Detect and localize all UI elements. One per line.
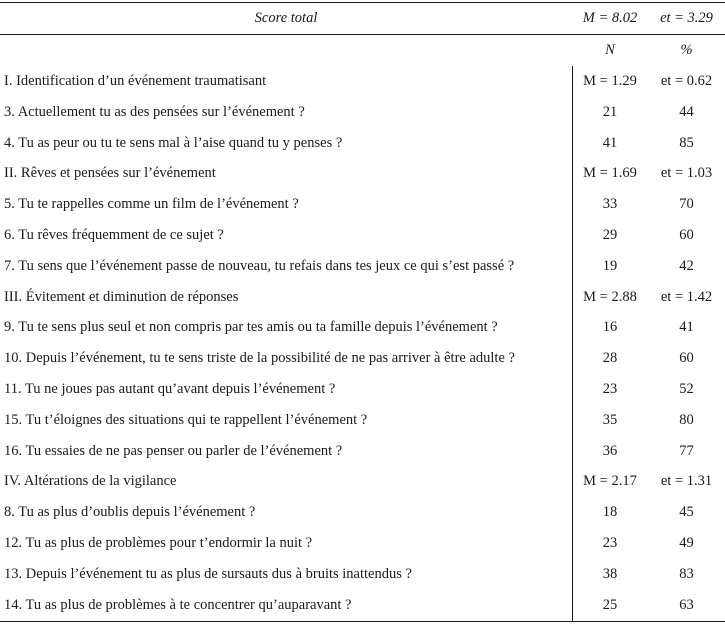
item-pct: 60 [679,227,694,243]
section-row [0,282,725,313]
section-label: IV. Altérations de la vigilance [4,473,177,490]
item-label: 4. Tu as peur ou tu te sens mal à l’aise quand tu y penses ? [4,134,343,151]
item-label: 15. Tu t’éloignes des situations qui te rappellent l’événement ? [4,411,368,428]
sd-label: et = 3.29 [660,10,713,26]
table-row [0,220,725,251]
item-label: 12. Tu as plus de problèmes pour t’endormir la nuit ? [4,535,313,551]
item-n: 19 [602,257,618,274]
item-n: 33 [602,196,618,213]
section-row [0,466,725,497]
section-mean: M = 1.69 [583,165,637,182]
table-row [0,312,725,343]
item-label: 11. Tu ne joues pas autant qu’avant depuis l’événement ? [4,381,336,397]
item-label: 13. Depuis l’événement tu as plus de sursauts dus à bruits inattendus ? [4,565,412,582]
item-n: 35 [602,411,618,428]
table-header-row [0,3,725,34]
section-label: II. Rêves et pensées sur l’événement [4,165,216,182]
table-row [0,590,725,621]
item-label: 16. Tu essaies de ne pas penser ou parler de l’événement ? [4,442,343,459]
table-row [0,374,725,405]
table-subheader-row [0,35,725,66]
item-label: 6. Tu rêves fréquemment de ce sujet ? [4,227,224,243]
section-sd: et = 0.62 [660,73,713,89]
item-pct: 80 [679,411,694,428]
table-row [0,405,725,436]
item-n: 16 [602,319,618,336]
item-pct: 44 [679,103,694,120]
section-row [0,158,725,189]
item-n: 21 [602,103,618,120]
item-pct: 77 [679,442,694,459]
item-n: 23 [602,535,618,551]
table-row [0,497,725,528]
item-pct: 85 [679,134,694,151]
section-mean: M = 2.17 [583,473,637,490]
table-row [0,128,725,159]
table-row [0,251,725,282]
item-n: 28 [602,350,618,367]
item-label: 5. Tu te rappelles comme un film de l’événement ? [4,196,299,213]
table-row [0,343,725,374]
item-pct: 60 [679,350,694,367]
section-sd: et = 1.03 [660,165,713,182]
item-pct: 63 [679,596,694,613]
item-label: 9. Tu te sens plus seul et non compris par tes amis ou ta famille depuis l’événement ? [4,319,498,336]
item-n: 29 [602,227,618,243]
table-row [0,528,725,559]
item-n: 25 [602,596,618,613]
section-sd: et = 1.42 [660,288,713,305]
item-pct: 70 [679,196,694,213]
section-label: III. Évitement et diminution de réponses [4,288,239,305]
item-label: 7. Tu sens que l’événement passe de nouveau, tu refais dans tes jeux ce qui s’est passé ? [4,257,515,274]
table-row [0,189,725,220]
table-row [0,436,725,467]
item-n: 18 [602,504,618,521]
item-label: 10. Depuis l’événement, tu te sens triste de la possibilité de ne pas arriver à être adulte ? [4,350,515,367]
item-pct: 52 [679,381,694,397]
item-pct: 83 [679,565,694,582]
section-sd: et = 1.31 [660,473,713,490]
item-n: 38 [602,565,618,582]
item-label: 3. Actuellement tu as des pensées sur l’événement ? [4,103,305,120]
item-pct: 49 [679,535,694,551]
mean-label: M = 8.02 [582,10,638,26]
section-row [0,66,725,97]
item-label: 8. Tu as plus d’oublis depuis l’événement ? [4,504,256,521]
table-row [0,559,725,590]
score-total-label: Score total [254,10,318,26]
item-pct: 42 [679,257,694,274]
item-n: 23 [602,381,618,397]
pct-column-header: % [680,42,693,58]
item-pct: 41 [679,319,694,336]
column-divider [572,66,573,621]
section-mean: M = 2.88 [583,288,637,305]
table-row [0,97,725,128]
item-pct: 45 [679,504,694,521]
item-n: 41 [602,134,618,151]
section-mean: M = 1.29 [583,73,637,89]
table-bottom-rule [0,621,725,622]
section-label: I. Identification d’un événement traumatisant [4,73,267,89]
item-label: 14. Tu as plus de problèmes à te concentrer qu’auparavant ? [4,596,352,613]
item-n: 36 [602,442,618,459]
n-column-header: N [605,42,615,58]
